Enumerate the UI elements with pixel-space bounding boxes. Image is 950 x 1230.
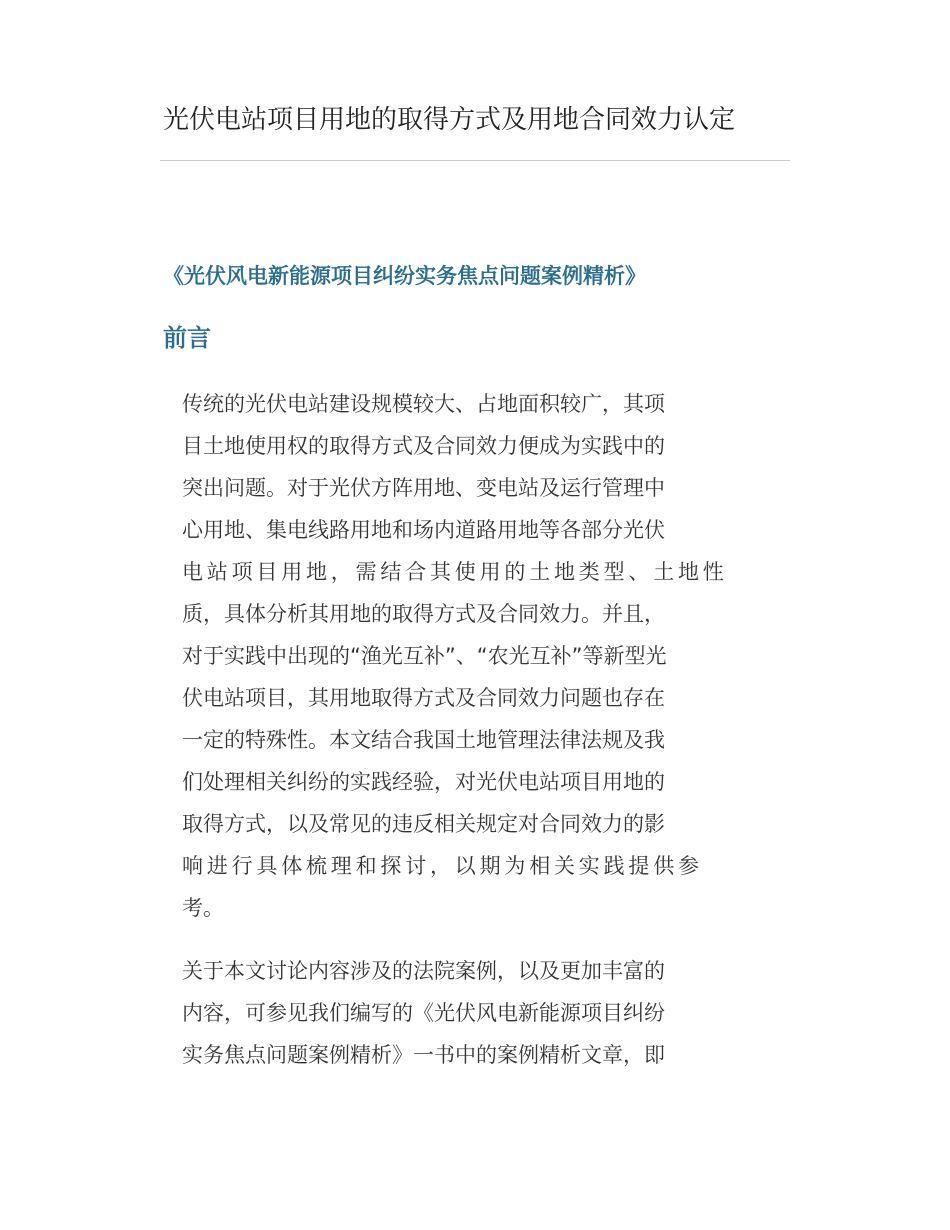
paragraph-line: 传统的光伏电站建设规模较大、占地面积较广，其项 <box>182 392 665 416</box>
paragraph-line: 实务焦点问题案例精析》一书中的案例精析文章，即 <box>182 1043 665 1067</box>
paragraph-line: 内容，可参见我们编写的《光伏风电新能源项目纠纷 <box>182 1001 665 1025</box>
paragraph-line: 一定的特殊性。本文结合我国土地管理法律法规及我 <box>182 728 665 752</box>
document-title: 光伏电站项目用地的取得方式及用地合同效力认定 <box>163 105 736 135</box>
paragraph-line: 考。 <box>182 896 224 920</box>
paragraph-line: 质，具体分析其用地的取得方式及合同效力。并且， <box>182 602 665 626</box>
paragraph-line: 电站项目用地，需结合其使用的土地类型、土地性 <box>182 560 728 584</box>
paragraph-line: 取得方式，以及常见的违反相关规定对合同效力的影 <box>182 812 665 836</box>
paragraph-line: 伏电站项目，其用地取得方式及合同效力问题也存在 <box>182 686 665 710</box>
paragraph-line: 突出问题。对于光伏方阵用地、变电站及运行管理中 <box>182 476 665 500</box>
paragraph-line: 目土地使用权的取得方式及合同效力便成为实践中的 <box>182 434 665 458</box>
paragraph-line: 关于本文讨论内容涉及的法院案例，以及更加丰富的 <box>182 959 665 983</box>
body-paragraph-1 <box>182 383 782 929</box>
paragraph-line: 们处理相关纠纷的实践经验，对光伏电站项目用地的 <box>182 770 665 794</box>
paragraph-line: 响进行具体梳理和探讨，以期为相关实践提供参 <box>182 854 703 878</box>
paragraph-line: 心用地、集电线路用地和场内道路用地等各部分光伏 <box>182 518 665 542</box>
body-paragraph-2 <box>182 950 782 1076</box>
title-divider <box>160 160 790 161</box>
paragraph-line: 对于实践中出现的“渔光互补”、“农光互补”等新型光 <box>182 644 667 668</box>
preface-heading: 前言 <box>163 324 211 352</box>
book-title-heading: 《光伏风电新能源项目纠纷实务焦点问题案例精析》 <box>163 264 646 288</box>
